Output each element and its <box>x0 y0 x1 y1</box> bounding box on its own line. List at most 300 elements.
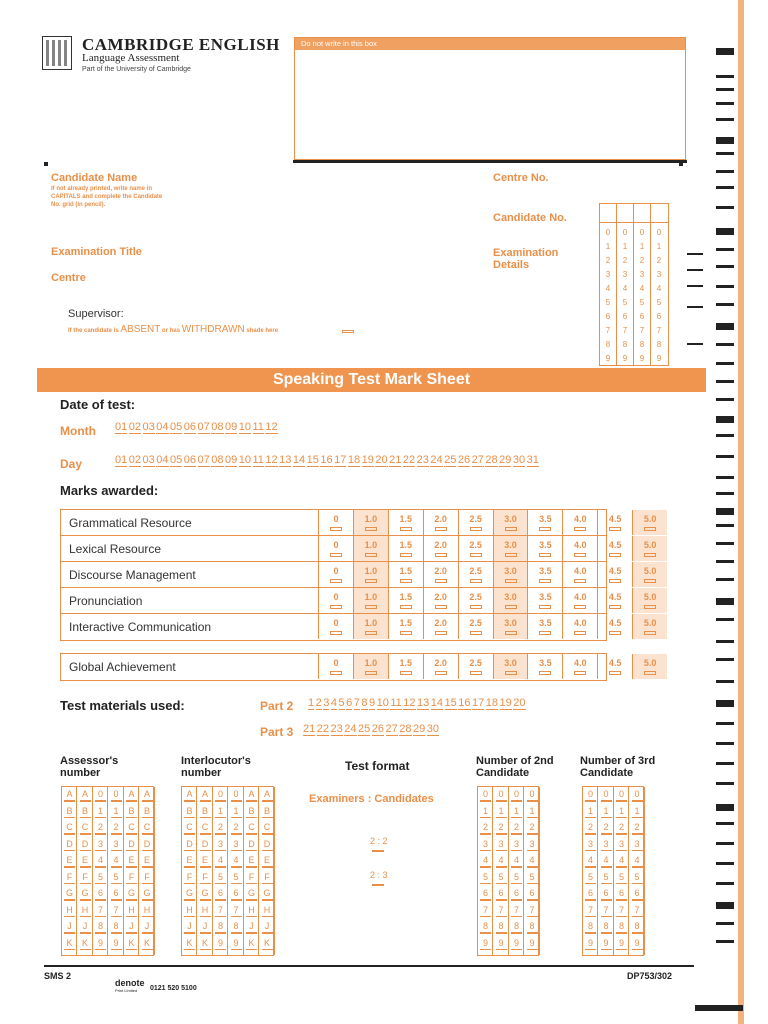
grid-option[interactable]: 1 <box>230 806 243 816</box>
grid-option[interactable]: 9 <box>495 938 508 948</box>
day-option[interactable]: 06 <box>183 454 196 466</box>
grid-option[interactable]: 2 <box>526 822 539 832</box>
day-option[interactable]: 28 <box>485 454 498 466</box>
p2-option[interactable]: 14 <box>430 697 444 709</box>
grid-option[interactable]: C <box>141 822 154 832</box>
p3-option[interactable]: 30 <box>426 723 439 735</box>
grid-option[interactable]: 8 <box>479 921 492 931</box>
score-option[interactable]: 3.5 <box>527 562 562 587</box>
grid-option[interactable]: 0 <box>110 789 123 799</box>
score-option[interactable]: 1.0 <box>353 614 388 639</box>
grid-option[interactable]: 0 <box>584 789 597 799</box>
p2-option[interactable]: 17 <box>472 697 485 709</box>
format-option[interactable]: 2 : 3 <box>370 870 388 880</box>
grid-option[interactable]: 4 <box>214 855 227 865</box>
grid-option[interactable]: 0 <box>495 789 508 799</box>
grid-option[interactable]: 4 <box>631 855 644 865</box>
p2-option[interactable]: 1 <box>308 697 315 709</box>
score-option[interactable]: 3.5 <box>527 614 562 639</box>
day-option[interactable]: 05 <box>170 454 183 466</box>
score-option[interactable]: 4.0 <box>562 562 597 587</box>
grid-option[interactable]: 1 <box>495 806 508 816</box>
grid-option[interactable]: H <box>183 905 196 915</box>
grid-option[interactable]: C <box>125 822 138 832</box>
grid-option[interactable]: 9 <box>94 938 107 948</box>
candidate-digit-option[interactable]: 5 <box>639 298 645 307</box>
candidate-digit-option[interactable]: 5 <box>605 298 611 307</box>
grid-option[interactable]: 2 <box>495 822 508 832</box>
candidate-digit-option[interactable]: 6 <box>656 312 662 321</box>
score-option[interactable]: 1.5 <box>388 588 423 613</box>
grid-option[interactable]: 9 <box>600 938 613 948</box>
day-option[interactable]: 20 <box>375 454 388 466</box>
score-option[interactable]: 1.5 <box>388 510 423 535</box>
grid-option[interactable]: 4 <box>526 855 539 865</box>
score-option[interactable]: 5.0 <box>632 562 667 587</box>
grid-option[interactable]: D <box>141 839 154 849</box>
grid-option[interactable]: 9 <box>479 938 492 948</box>
day-option[interactable]: 23 <box>416 454 429 466</box>
grid-option[interactable]: B <box>79 806 92 816</box>
grid-option[interactable]: 1 <box>479 806 492 816</box>
score-option[interactable]: 2.0 <box>423 614 458 639</box>
candidate-digit-option[interactable]: 9 <box>605 354 611 363</box>
candidate-digit-option[interactable]: 4 <box>656 284 662 293</box>
grid-option[interactable]: 2 <box>110 822 123 832</box>
grid-option[interactable]: F <box>63 872 76 882</box>
score-option[interactable]: 3.5 <box>527 510 562 535</box>
absent-shade-box[interactable] <box>342 330 354 333</box>
score-option[interactable]: 4.5 <box>597 510 632 535</box>
score-option[interactable]: 1.5 <box>388 536 423 561</box>
day-option[interactable]: 16 <box>320 454 333 466</box>
grid-option[interactable]: 1 <box>94 806 107 816</box>
grid-option[interactable]: F <box>183 872 196 882</box>
candidate-digit-option[interactable]: 1 <box>622 242 628 251</box>
grid-option[interactable]: 7 <box>510 905 523 915</box>
grid-option[interactable]: 9 <box>110 938 123 948</box>
p2-option[interactable]: 5 <box>338 697 345 709</box>
grid-option[interactable]: 0 <box>230 789 243 799</box>
p2-option[interactable]: 15 <box>444 697 457 709</box>
grid-option[interactable]: G <box>125 888 138 898</box>
grid-option[interactable]: 6 <box>214 888 227 898</box>
p3-option[interactable]: 21 <box>303 723 316 735</box>
grid-option[interactable]: 3 <box>479 839 492 849</box>
grid-option[interactable]: H <box>199 905 212 915</box>
p2-option[interactable]: 8 <box>361 697 368 709</box>
grid-option[interactable]: E <box>261 855 274 865</box>
grid-option[interactable]: G <box>141 888 154 898</box>
grid-option[interactable]: 3 <box>94 839 107 849</box>
grid-option[interactable]: 4 <box>110 855 123 865</box>
score-option[interactable]: 2.5 <box>458 562 493 587</box>
grid-option[interactable]: 2 <box>584 822 597 832</box>
grid-option[interactable]: 3 <box>615 839 628 849</box>
format-bubble[interactable] <box>372 884 384 886</box>
grid-option[interactable]: J <box>183 921 196 931</box>
grid-option[interactable]: 8 <box>94 921 107 931</box>
grid-option[interactable]: 5 <box>615 872 628 882</box>
grid-option[interactable]: 0 <box>479 789 492 799</box>
grid-option[interactable]: 1 <box>631 806 644 816</box>
grid-option[interactable]: 2 <box>510 822 523 832</box>
grid-option[interactable]: G <box>63 888 76 898</box>
grid-option[interactable]: 7 <box>631 905 644 915</box>
p2-option[interactable]: 16 <box>458 697 471 709</box>
grid-option[interactable]: 0 <box>94 789 107 799</box>
candidate-digit-option[interactable]: 6 <box>605 312 611 321</box>
grid-option[interactable]: C <box>261 822 274 832</box>
candidate-digit-option[interactable]: 5 <box>622 298 628 307</box>
score-option[interactable]: 1.0 <box>353 536 388 561</box>
score-option[interactable]: 4.5 <box>597 588 632 613</box>
grid-option[interactable]: E <box>79 855 92 865</box>
grid-option[interactable]: K <box>199 938 212 948</box>
candidate-digit-option[interactable]: 8 <box>656 340 662 349</box>
grid-option[interactable]: G <box>245 888 258 898</box>
grid-option[interactable]: 5 <box>230 872 243 882</box>
grid-option[interactable]: B <box>183 806 196 816</box>
score-option[interactable]: 5.0 <box>632 588 667 613</box>
grid-option[interactable]: 3 <box>510 839 523 849</box>
month-option[interactable]: 04 <box>156 421 169 433</box>
score-option[interactable]: 1.0 <box>353 562 388 587</box>
day-option[interactable]: 26 <box>457 454 471 466</box>
grid-option[interactable]: 8 <box>214 921 227 931</box>
grid-option[interactable]: G <box>183 888 196 898</box>
grid-option[interactable]: 3 <box>110 839 123 849</box>
day-option[interactable]: 29 <box>499 454 512 466</box>
grid-option[interactable]: 3 <box>214 839 227 849</box>
grid-option[interactable]: F <box>245 872 258 882</box>
grid-option[interactable]: 0 <box>600 789 613 799</box>
grid-option[interactable]: 3 <box>230 839 243 849</box>
grid-option[interactable]: 7 <box>479 905 492 915</box>
grid-option[interactable]: 6 <box>495 888 508 898</box>
grid-option[interactable]: 3 <box>631 839 644 849</box>
score-option[interactable]: 3.0 <box>493 654 528 679</box>
grid-option[interactable]: A <box>141 789 154 799</box>
day-option[interactable]: 13 <box>279 454 292 466</box>
grid-option[interactable]: 9 <box>615 938 628 948</box>
day-option[interactable]: 03 <box>142 454 155 466</box>
grid-option[interactable]: 8 <box>495 921 508 931</box>
grid-option[interactable]: 5 <box>584 872 597 882</box>
score-option[interactable]: 4.0 <box>562 614 597 639</box>
day-option[interactable]: 11 <box>252 454 264 466</box>
grid-option[interactable]: 4 <box>615 855 628 865</box>
score-option[interactable]: 0 <box>318 654 353 679</box>
grid-option[interactable]: 8 <box>510 921 523 931</box>
grid-option[interactable]: K <box>245 938 258 948</box>
day-option[interactable]: 25 <box>444 454 457 466</box>
candidate-digit-option[interactable]: 6 <box>639 312 645 321</box>
grid-option[interactable]: 7 <box>584 905 597 915</box>
p2-option[interactable]: 3 <box>323 697 330 709</box>
score-option[interactable]: 3.5 <box>527 536 562 561</box>
score-option[interactable]: 2.0 <box>423 536 458 561</box>
grid-option[interactable]: D <box>183 839 196 849</box>
grid-option[interactable]: J <box>141 921 154 931</box>
day-option[interactable]: 15 <box>306 454 319 466</box>
format-bubble[interactable] <box>372 850 384 852</box>
score-option[interactable]: 0 <box>318 510 353 535</box>
grid-option[interactable]: A <box>261 789 274 799</box>
grid-option[interactable]: F <box>261 872 274 882</box>
p3-option[interactable]: 29 <box>413 723 426 735</box>
grid-option[interactable]: G <box>199 888 212 898</box>
grid-option[interactable]: C <box>183 822 196 832</box>
grid-option[interactable]: 9 <box>631 938 644 948</box>
grid-option[interactable]: K <box>79 938 92 948</box>
grid-option[interactable]: 3 <box>600 839 613 849</box>
month-option[interactable]: 03 <box>142 421 155 433</box>
month-option[interactable]: 05 <box>170 421 183 433</box>
candidate-digit-option[interactable]: 6 <box>622 312 628 321</box>
grid-option[interactable]: J <box>79 921 92 931</box>
candidate-digit-option[interactable]: 0 <box>639 228 645 237</box>
score-option[interactable]: 5.0 <box>632 614 667 639</box>
day-option[interactable]: 08 <box>211 454 224 466</box>
grid-option[interactable]: J <box>199 921 212 931</box>
day-option[interactable]: 31 <box>526 454 539 466</box>
grid-option[interactable]: B <box>141 806 154 816</box>
grid-option[interactable]: E <box>245 855 258 865</box>
grid-option[interactable]: F <box>79 872 92 882</box>
candidate-digit-option[interactable]: 2 <box>639 256 645 265</box>
score-option[interactable]: 3.5 <box>527 588 562 613</box>
score-option[interactable]: 1.0 <box>353 510 388 535</box>
grid-option[interactable]: 2 <box>214 822 227 832</box>
grid-option[interactable]: K <box>183 938 196 948</box>
grid-option[interactable]: 1 <box>584 806 597 816</box>
grid-option[interactable]: F <box>199 872 212 882</box>
grid-option[interactable]: 4 <box>584 855 597 865</box>
grid-option[interactable]: F <box>141 872 154 882</box>
grid-option[interactable]: J <box>125 921 138 931</box>
grid-option[interactable]: B <box>261 806 274 816</box>
grid-option[interactable]: 0 <box>214 789 227 799</box>
grid-option[interactable]: D <box>199 839 212 849</box>
grid-option[interactable]: K <box>63 938 76 948</box>
grid-option[interactable]: 9 <box>214 938 227 948</box>
grid-option[interactable]: 4 <box>510 855 523 865</box>
candidate-digit-option[interactable]: 0 <box>605 228 611 237</box>
score-option[interactable]: 1.5 <box>388 562 423 587</box>
day-option[interactable]: 02 <box>128 454 141 466</box>
score-option[interactable]: 2.0 <box>423 654 458 679</box>
score-option[interactable]: 2.5 <box>458 536 493 561</box>
candidate-digit-option[interactable]: 5 <box>656 298 662 307</box>
grid-option[interactable]: 5 <box>600 872 613 882</box>
grid-option[interactable]: F <box>125 872 138 882</box>
grid-option[interactable]: 5 <box>94 872 107 882</box>
grid-option[interactable]: 0 <box>615 789 628 799</box>
grid-option[interactable]: B <box>245 806 258 816</box>
score-option[interactable]: 3.0 <box>493 588 528 613</box>
candidate-digit-option[interactable]: 7 <box>605 326 611 335</box>
grid-option[interactable]: 5 <box>495 872 508 882</box>
grid-option[interactable]: 5 <box>214 872 227 882</box>
grid-option[interactable]: C <box>245 822 258 832</box>
grid-option[interactable]: 0 <box>510 789 523 799</box>
candidate-digit-option[interactable]: 9 <box>656 354 662 363</box>
day-option[interactable]: 21 <box>389 454 402 466</box>
grid-option[interactable]: 6 <box>110 888 123 898</box>
score-option[interactable]: 3.0 <box>493 536 528 561</box>
month-option[interactable]: 11 <box>252 421 264 433</box>
grid-option[interactable]: A <box>199 789 212 799</box>
p2-option[interactable]: 19 <box>499 697 512 709</box>
month-option[interactable]: 08 <box>211 421 224 433</box>
score-option[interactable]: 2.0 <box>423 510 458 535</box>
grid-option[interactable]: G <box>261 888 274 898</box>
grid-option[interactable]: 7 <box>110 905 123 915</box>
day-option[interactable]: 01 <box>115 454 128 466</box>
candidate-digit-option[interactable]: 4 <box>622 284 628 293</box>
score-option[interactable]: 1.0 <box>353 588 388 613</box>
grid-option[interactable]: 6 <box>600 888 613 898</box>
candidate-digit-option[interactable]: 3 <box>622 270 628 279</box>
grid-option[interactable]: 8 <box>230 921 243 931</box>
candidate-digit-option[interactable]: 8 <box>605 340 611 349</box>
score-option[interactable]: 0 <box>318 588 353 613</box>
grid-option[interactable]: 3 <box>584 839 597 849</box>
grid-option[interactable]: 2 <box>600 822 613 832</box>
day-option[interactable]: 09 <box>225 454 238 466</box>
score-option[interactable]: 3.0 <box>493 562 528 587</box>
grid-option[interactable]: D <box>245 839 258 849</box>
p2-option[interactable]: 20 <box>513 697 526 709</box>
grid-option[interactable]: K <box>125 938 138 948</box>
grid-option[interactable]: 9 <box>526 938 539 948</box>
grid-option[interactable]: E <box>183 855 196 865</box>
grid-option[interactable]: 8 <box>584 921 597 931</box>
month-option[interactable]: 02 <box>128 421 141 433</box>
score-option[interactable]: 1.5 <box>388 654 423 679</box>
p2-option[interactable]: 10 <box>376 697 389 709</box>
candidate-digit-option[interactable]: 3 <box>605 270 611 279</box>
grid-option[interactable]: 6 <box>94 888 107 898</box>
grid-option[interactable]: 1 <box>110 806 123 816</box>
grid-option[interactable]: 4 <box>600 855 613 865</box>
grid-option[interactable]: 2 <box>479 822 492 832</box>
grid-option[interactable]: 0 <box>526 789 539 799</box>
grid-option[interactable]: B <box>63 806 76 816</box>
p2-option[interactable]: 11 <box>390 697 402 709</box>
grid-option[interactable]: 4 <box>94 855 107 865</box>
grid-option[interactable]: 5 <box>510 872 523 882</box>
p2-option[interactable]: 6 <box>346 697 353 709</box>
grid-option[interactable]: D <box>63 839 76 849</box>
score-option[interactable]: 4.0 <box>562 510 597 535</box>
candidate-digit-option[interactable]: 7 <box>656 326 662 335</box>
p2-option[interactable]: 4 <box>330 697 337 709</box>
grid-option[interactable]: H <box>245 905 258 915</box>
candidate-digit-option[interactable]: 9 <box>622 354 628 363</box>
grid-option[interactable]: K <box>261 938 274 948</box>
grid-option[interactable]: 6 <box>584 888 597 898</box>
grid-option[interactable]: 9 <box>510 938 523 948</box>
grid-option[interactable]: 7 <box>526 905 539 915</box>
candidate-digit-option[interactable]: 8 <box>622 340 628 349</box>
score-option[interactable]: 4.0 <box>562 588 597 613</box>
grid-option[interactable]: 1 <box>214 806 227 816</box>
score-option[interactable]: 2.5 <box>458 588 493 613</box>
p2-option[interactable]: 7 <box>353 697 360 709</box>
grid-option[interactable]: E <box>199 855 212 865</box>
grid-option[interactable]: 8 <box>526 921 539 931</box>
grid-option[interactable]: 7 <box>600 905 613 915</box>
grid-option[interactable]: 7 <box>94 905 107 915</box>
day-option[interactable]: 10 <box>238 454 251 466</box>
grid-option[interactable]: 6 <box>510 888 523 898</box>
grid-option[interactable]: 2 <box>631 822 644 832</box>
grid-option[interactable]: 1 <box>510 806 523 816</box>
candidate-digit-option[interactable]: 2 <box>622 256 628 265</box>
day-option[interactable]: 17 <box>334 454 347 466</box>
p3-option[interactable]: 22 <box>316 723 329 735</box>
p3-option[interactable]: 26 <box>371 723 384 735</box>
day-option[interactable]: 27 <box>471 454 484 466</box>
grid-option[interactable]: H <box>63 905 76 915</box>
grid-option[interactable]: 8 <box>600 921 613 931</box>
score-option[interactable]: 0 <box>318 536 353 561</box>
grid-option[interactable]: 0 <box>631 789 644 799</box>
p2-option[interactable]: 9 <box>369 697 376 709</box>
candidate-digit-option[interactable]: 0 <box>622 228 628 237</box>
grid-option[interactable]: A <box>183 789 196 799</box>
grid-option[interactable]: 9 <box>584 938 597 948</box>
candidate-digit-option[interactable]: 8 <box>639 340 645 349</box>
p3-option[interactable]: 27 <box>385 723 398 735</box>
candidate-digit-option[interactable]: 7 <box>622 326 628 335</box>
grid-option[interactable]: D <box>125 839 138 849</box>
grid-option[interactable]: 8 <box>615 921 628 931</box>
candidate-digit-option[interactable]: 9 <box>639 354 645 363</box>
score-option[interactable]: 0 <box>318 562 353 587</box>
candidate-digit-option[interactable]: 3 <box>656 270 662 279</box>
score-option[interactable]: 4.5 <box>597 654 632 679</box>
score-option[interactable]: 5.0 <box>632 654 667 679</box>
score-option[interactable]: 4.5 <box>597 536 632 561</box>
p2-option[interactable]: 2 <box>315 697 322 709</box>
grid-option[interactable]: 8 <box>110 921 123 931</box>
score-option[interactable]: 4.0 <box>562 536 597 561</box>
score-option[interactable]: 3.5 <box>527 654 562 679</box>
grid-option[interactable]: D <box>261 839 274 849</box>
grid-option[interactable]: H <box>79 905 92 915</box>
grid-option[interactable]: A <box>63 789 76 799</box>
grid-option[interactable]: E <box>141 855 154 865</box>
grid-option[interactable]: 5 <box>526 872 539 882</box>
score-option[interactable]: 5.0 <box>632 510 667 535</box>
grid-option[interactable]: B <box>199 806 212 816</box>
candidate-digit-option[interactable]: 1 <box>656 242 662 251</box>
grid-option[interactable]: H <box>261 905 274 915</box>
score-option[interactable]: 5.0 <box>632 536 667 561</box>
grid-option[interactable]: J <box>261 921 274 931</box>
candidate-digit-option[interactable]: 2 <box>605 256 611 265</box>
grid-option[interactable]: A <box>79 789 92 799</box>
day-option[interactable]: 07 <box>197 454 210 466</box>
grid-option[interactable]: 5 <box>631 872 644 882</box>
month-option[interactable]: 01 <box>115 421 128 433</box>
grid-option[interactable]: 2 <box>615 822 628 832</box>
score-option[interactable]: 1.0 <box>353 654 388 679</box>
candidate-digit-option[interactable]: 7 <box>639 326 645 335</box>
